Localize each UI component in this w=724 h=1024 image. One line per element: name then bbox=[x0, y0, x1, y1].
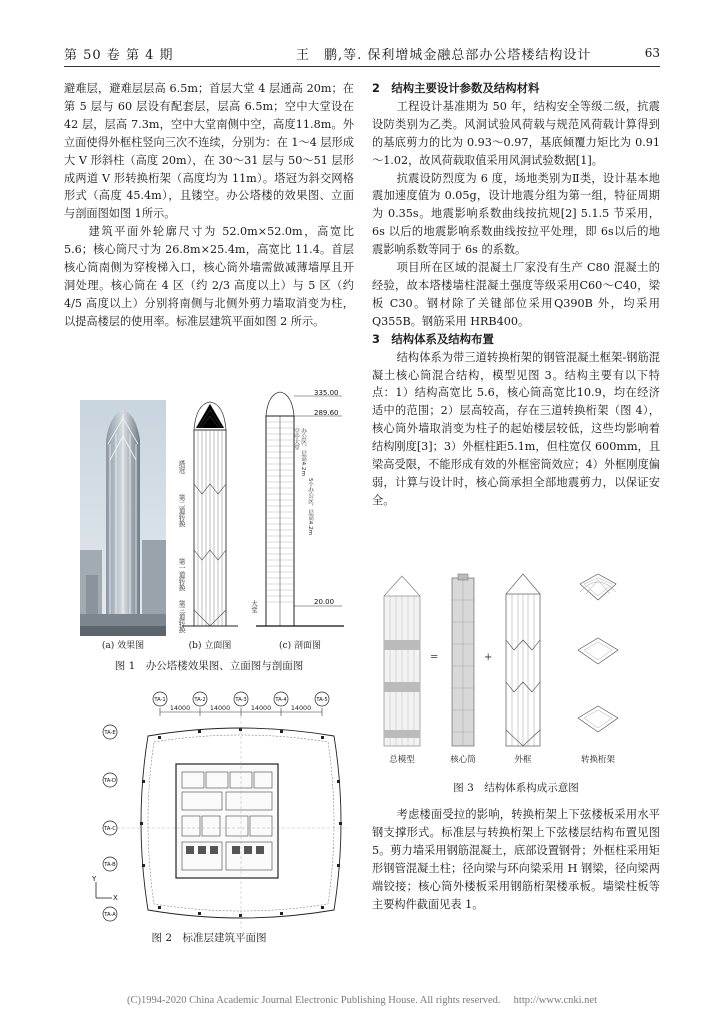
left-paragraph-2: 建筑平面外轮廓尺寸为 52.0m×52.0m，高宽比5.6；核心筒尺寸为 26.8m×25.4m，高宽比 11.4。首层核心筒南侧为穿梭梯入口，核心筒外墙需做减薄墙厚且开洞处理。核心筒在 4 区（约 2/3 高度以上）与 5 区（约 4/5 高度以上）分别将南侧与北侧外剪力墙取消变为柱，以提高楼层的使用率。标准层建筑平面如图 2 所示。 bbox=[64, 225, 354, 328]
right-paragraph-2: 抗震设防烈度为 6 度，场地类别为Ⅱ类，设计基本地震加速度值为 0.05g，设计地震分组为第一组，特征周期为 0.35s。地震影响系数曲线按抗规[2] 5.1.5 节采用，6s 以后的地震影响系数曲线按拉平处理，即 6s以后的地震影响系数等同于 6s 的系数。 bbox=[372, 171, 660, 257]
elevation-roof: 289.60 bbox=[314, 409, 339, 417]
elev-zone-label: 第一道转换 bbox=[177, 558, 185, 591]
axis-label: TA-C bbox=[104, 826, 116, 832]
fig3-label: 转换桁架 bbox=[580, 755, 616, 765]
tower-elevation-drawing bbox=[176, 398, 244, 634]
tower-section-drawing bbox=[252, 388, 348, 634]
axis-label: TA-1 bbox=[154, 697, 166, 703]
elev-zone-label: 第三道转换 bbox=[177, 600, 185, 633]
plus-sign: + bbox=[484, 652, 493, 663]
journal-volume: 第 50 卷 第 4 期 bbox=[64, 48, 174, 63]
elevation-top: 335.00 bbox=[314, 389, 339, 397]
section-label: 5个办公区，层高4.2m bbox=[307, 478, 313, 536]
standard-floor-plan bbox=[86, 692, 354, 932]
dimension-label: 14000 bbox=[209, 704, 231, 712]
right-paragraph-1: 工程设计基准期为 50 年，结构安全等级二级，抗震设防类别为乙类。风洞试验风荷载与规范风荷载计算得到的基底剪力的比为 0.93～0.97，基底倾覆力矩比为 0.91～1.02，故风荷载取值采用风洞试验数据[1]。 bbox=[372, 99, 660, 167]
figure-2-caption: 图 2 标准层建筑平面图 bbox=[151, 932, 267, 944]
axis-label: TA-D bbox=[103, 778, 117, 784]
fig1-sub-a: (a) 效果图 bbox=[101, 641, 145, 651]
figure-3-caption: 图 3 结构体系构成示意图 bbox=[453, 782, 579, 794]
right-paragraph-3: 项目所在区域的混凝土厂家没有生产 C80 混凝土的经验，故本塔楼墙柱混凝土强度等级采用C60～C40，梁板 C30。钢材除了关键部位采用Q390B 外，均采用 Q355B。钢筋采用 HRB400。 bbox=[372, 261, 660, 328]
dimension-label: 14000 bbox=[169, 704, 191, 712]
core-tube-drawing bbox=[452, 574, 474, 746]
axis-label: TA-A bbox=[104, 912, 116, 918]
equals-sign: = bbox=[430, 652, 439, 663]
elev-zone-label: 第二道转换 bbox=[177, 494, 185, 527]
section-label: 空中大堂 bbox=[293, 428, 299, 451]
article-running-title: 王 鹏,等. 保利增城金融总部办公塔楼结构设计 bbox=[296, 48, 592, 63]
fig1-sub-b: (b) 立面图 bbox=[188, 641, 232, 651]
copyright-footer: (C)1994-2020 China Academic Journal Electronic Publishing House. All rights reserved. http://www.cnki.net bbox=[127, 995, 597, 1006]
lobby-label: 大堂 bbox=[250, 600, 258, 613]
figure-1-caption: 图 1 办公塔楼效果图、立面图与剖面图 bbox=[114, 660, 304, 672]
section-3-heading: 3 结构体系及结构布置 bbox=[372, 331, 494, 346]
section-2-heading: 2 结构主要设计参数及结构材料 bbox=[372, 81, 540, 95]
axis-label: TA-B bbox=[104, 862, 116, 868]
fig3-label: 核心筒 bbox=[450, 755, 476, 765]
elev-zone-label: 塔冠 bbox=[177, 460, 185, 474]
outer-frame-drawing bbox=[506, 574, 540, 746]
right-paragraph-4: 结构体系为带三道转换桁架的钢管混凝土框架-钢筋混凝土核心筒混合结构，模型见图 3。结构主要有以下特点：1）结构高宽比 5.6，核心筒高宽比10.9，均在经济适中的范围；2）层高较高，存在三道转换桁架（图 4），核心筒外墙取消变为柱子的起始楼层较低，这些均影响着结构刚度[3]；3）外框柱距5.1m，但柱宽仅 600mm，且梁高受限，不能形成有效的外框密筒效应；4）外框刚度偏弱，计算与设计时，核心筒承担全部地震剪力，以保证安全。 bbox=[372, 350, 661, 507]
axis-label: TA-2 bbox=[194, 697, 206, 703]
elevation-lobby: 20.00 bbox=[314, 598, 335, 606]
fig1-sub-c: (c) 剖面图 bbox=[279, 641, 321, 651]
header-rule bbox=[64, 66, 660, 67]
structural-system-diagram bbox=[372, 570, 662, 766]
fig3-label: 外框 bbox=[514, 755, 532, 765]
right-column-text bbox=[372, 80, 660, 510]
section-label: 办公区，层高4.2m bbox=[300, 428, 306, 476]
axis-label: TA-3 bbox=[235, 697, 247, 703]
fig3-label: 总模型 bbox=[389, 755, 415, 765]
y-axis-label: Y bbox=[92, 875, 97, 883]
right-column-text-lower bbox=[372, 806, 660, 913]
running-header bbox=[64, 40, 660, 62]
dimension-label: 14000 bbox=[250, 704, 272, 712]
left-paragraph-1: 避难层，避难层层高 6.5m；首层大堂 4 层通高 20m；在第 5 层与 60 层设有配套层，层高 6.5m；空中大堂设在 42 层，层高 7.3m，空中大堂南侧中空，高度11.8m。外立面使得外框柱竖向三次不连续，分别为：在 1～4 层形成大 V 形斜柱（高度 20m），在 30～31 层与 50～51 层形成两道 V 形转换桁架（高度均为 11m）。塔冠为斜交网格形式（高度 45.4m），且镂空。办公塔楼的效果图、立面与剖面图如图 1所示。 bbox=[64, 82, 354, 221]
tower-rendering-image bbox=[80, 400, 166, 636]
dimension-label: 14000 bbox=[290, 704, 312, 712]
page-number: 63 bbox=[644, 46, 660, 60]
axis-label: TA-4 bbox=[275, 697, 287, 703]
left-column-text bbox=[64, 80, 354, 331]
transfer-truss-drawing bbox=[578, 574, 618, 732]
x-axis-label: X bbox=[113, 894, 118, 902]
axis-label: TA-E bbox=[104, 730, 116, 736]
right-paragraph-5: 考虑楼面受拉的影响，转换桁架上下弦楼板采用水平钢支撑形式。标准层与转换桁架上下弦楼层结构布置见图 5。剪力墙采用钢筋混凝土，底部设置钢骨；外框柱采用矩形钢管混凝土柱；径向梁与环向梁采用 H 钢梁，径向梁两端铰接；核心筒外楼板采用钢筋桁架楼承板。墙梁柱板等主要构件截面见表 1。 bbox=[372, 808, 660, 911]
axis-label: TA-5 bbox=[316, 697, 328, 703]
total-model-drawing bbox=[384, 576, 420, 746]
